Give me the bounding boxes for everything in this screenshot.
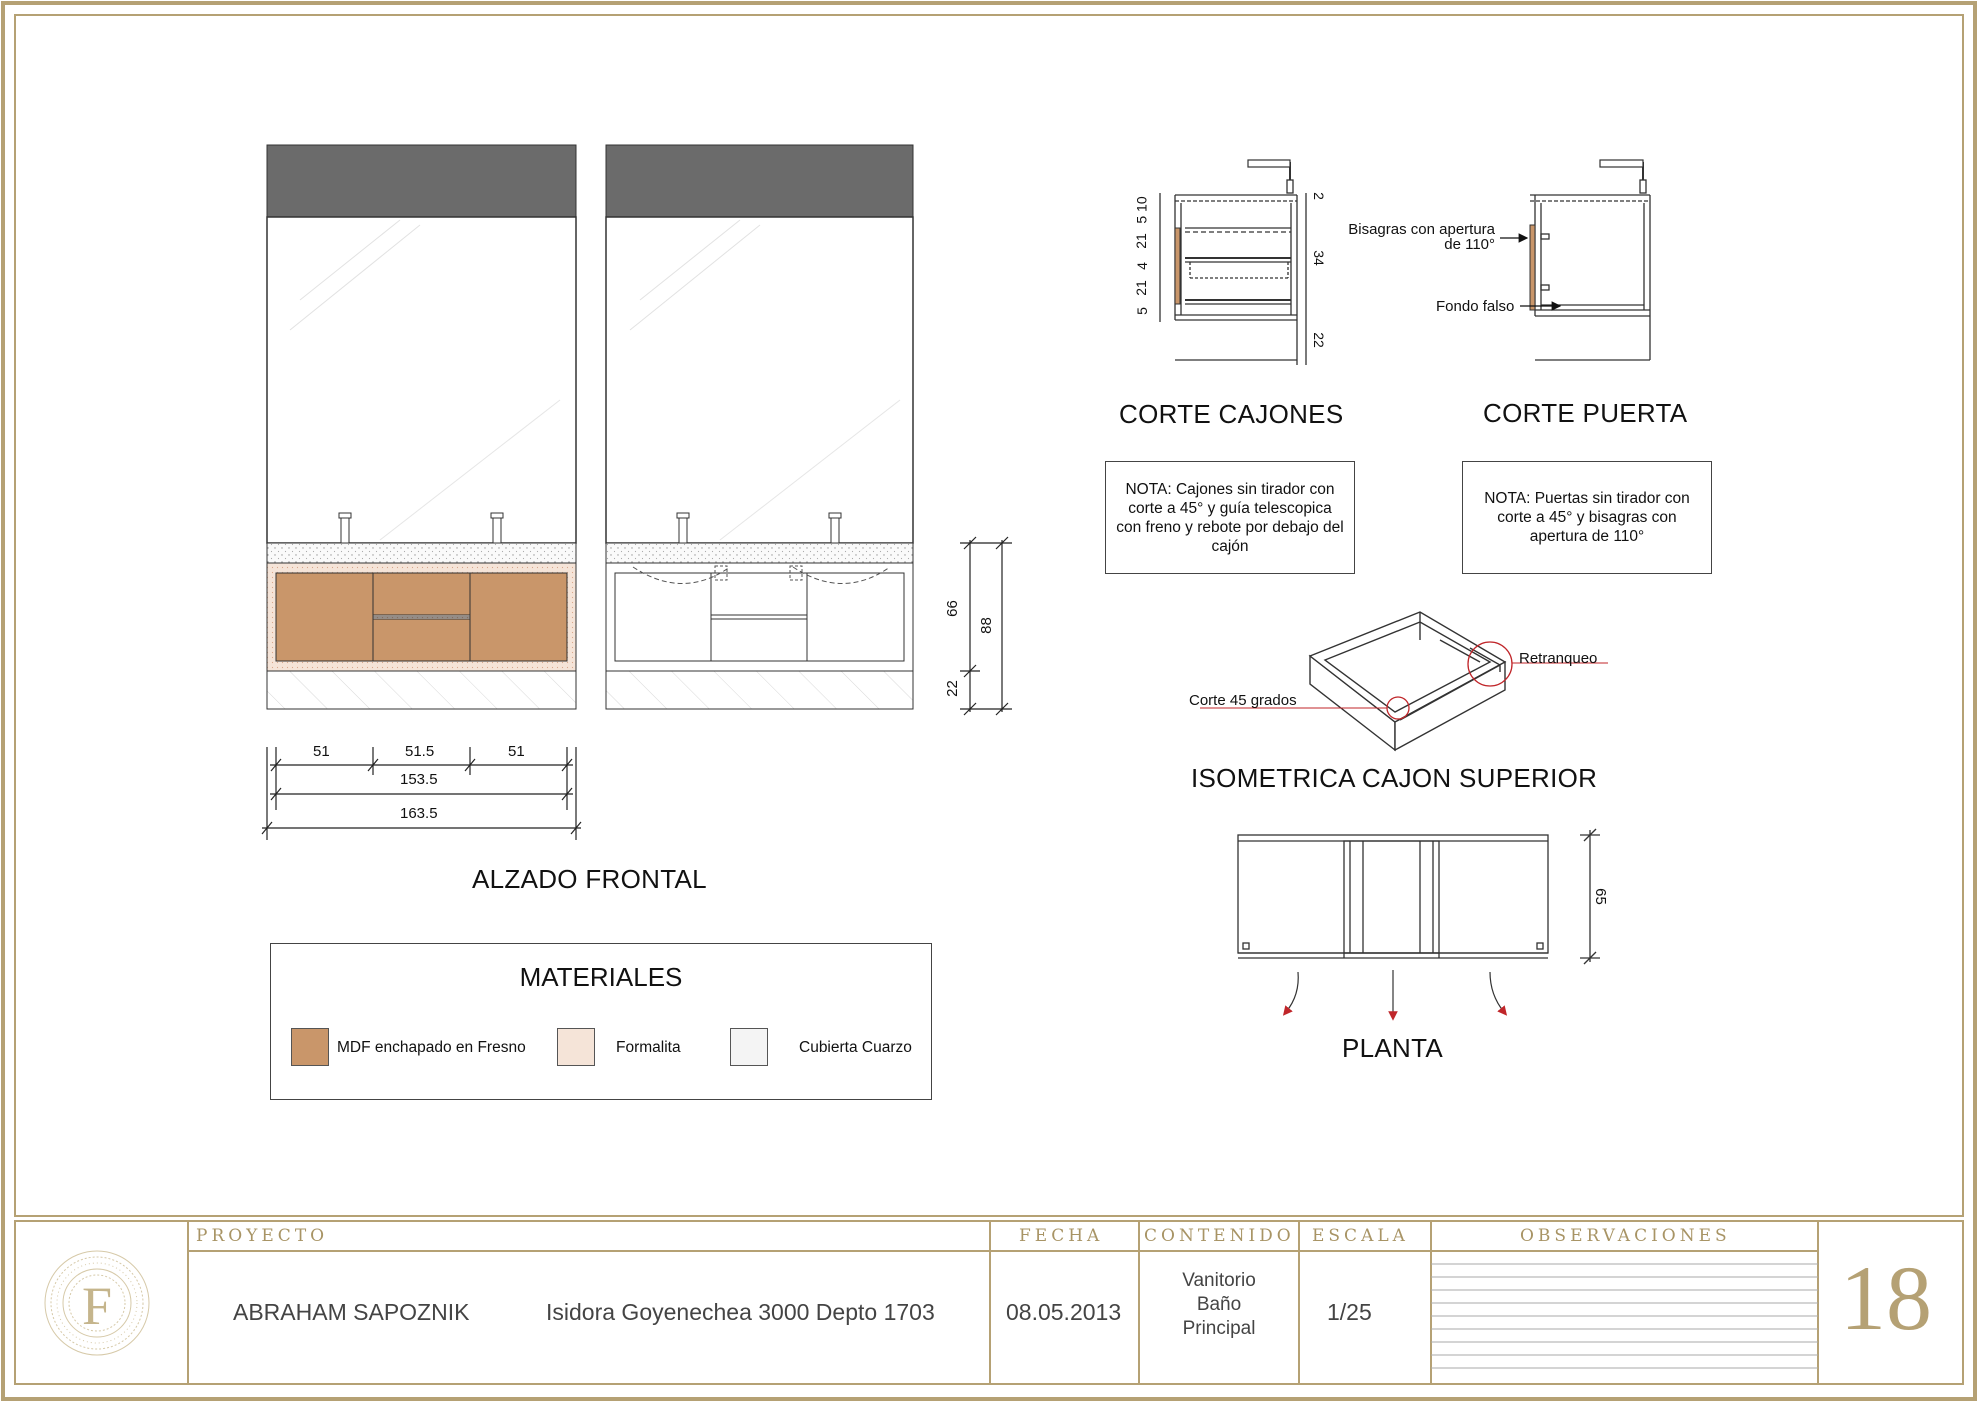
title-planta: PLANTA (1342, 1033, 1444, 1063)
legend-title: MATERIALES (519, 962, 683, 992)
dim-front-inner: 153.5 (400, 771, 438, 788)
dim-front-h-base: 22 (943, 680, 961, 697)
title-alzado-frontal: ALZADO FRONTAL (472, 864, 707, 894)
project-address: Isidora Goyenechea 3000 Depto 1703 (546, 1299, 935, 1325)
label-contenido: CONTENIDO (1144, 1226, 1295, 1246)
dim-cajones-2: 21 (1132, 233, 1149, 249)
elevation-left (267, 145, 576, 709)
dim-cajones-3: 4 (1133, 262, 1150, 270)
title-corte-cajones: CORTE CAJONES (1119, 399, 1344, 429)
dim-front-w2: 51.5 (405, 743, 435, 760)
dim-cajones-mid: 34 (1310, 250, 1327, 266)
contenido-line-2: Baño (1196, 1294, 1242, 1315)
dim-cajones-1: 5 10 (1133, 196, 1150, 224)
label-fecha: FECHA (1019, 1226, 1104, 1246)
legend-label-mdf: MDF enchapado en Fresno (337, 1039, 526, 1056)
plan-view (1238, 829, 1600, 964)
swatch-cuarzo (730, 1028, 768, 1066)
dim-front-total: 163.5 (400, 805, 438, 822)
logo-letter: F (82, 1276, 113, 1336)
contenido-line-1: Vanitorio (1182, 1270, 1256, 1291)
label-retranqueo: Retranqueo (1519, 650, 1598, 667)
drawer-fronts-section (1175, 228, 1180, 304)
title-corte-puerta: CORTE PUERTA (1483, 398, 1688, 428)
note-box-cajones: NOTA: Cajones sin tirador con corte a 45° y guía telescopica con freno y rebote por debajo del cajón (1105, 461, 1355, 574)
observaciones-lines (1431, 1264, 1818, 1368)
dim-cajones-top: 2 (1310, 192, 1327, 200)
swatch-formalita (557, 1028, 595, 1066)
section-door (1530, 163, 1650, 360)
label-observaciones: OBSERVACIONES (1520, 1226, 1731, 1246)
dim-front-w3: 51 (508, 743, 525, 760)
contenido-line-3: Principal (1182, 1318, 1256, 1339)
note-bisagras: Bisagras con apertura de 110° (1348, 221, 1495, 253)
front-width-dimensions (262, 747, 581, 840)
section-drawers (1160, 163, 1306, 365)
note-box-puertas: NOTA: Puertas sin tirador con corte a 45° y bisagras con apertura de 110° (1462, 461, 1712, 574)
note-fondo-falso: Fondo falso (1436, 298, 1515, 315)
project-date: 08.05.2013 (1006, 1299, 1122, 1325)
label-proyecto: PROYECTO (196, 1226, 329, 1246)
elevation-right (606, 145, 913, 709)
dim-front-w1: 51 (313, 743, 330, 760)
dim-cajones-4: 21 (1132, 280, 1149, 296)
page-number: 18 (1840, 1247, 1932, 1349)
legend-label-cuarzo: Cubierta Cuarzo (799, 1039, 912, 1056)
dim-cajones-base: 22 (1310, 332, 1327, 348)
dim-planta-depth: 65 (1591, 888, 1609, 905)
materials-legend (270, 943, 932, 1100)
title-isometrica: ISOMETRICA CAJON SUPERIOR (1191, 763, 1598, 793)
dim-front-h-cab: 66 (943, 600, 961, 617)
label-corte-45: Corte 45 grados (1189, 692, 1297, 709)
client-name: ABRAHAM SAPOZNIK (233, 1299, 470, 1325)
dim-cajones-5: 5 (1133, 307, 1150, 315)
legend-label-formalita: Formalita (616, 1039, 681, 1056)
scale-value: 1/25 (1327, 1299, 1372, 1325)
label-escala: ESCALA (1312, 1226, 1409, 1246)
swatch-mdf (291, 1028, 329, 1066)
dim-front-h-total: 88 (977, 617, 995, 634)
